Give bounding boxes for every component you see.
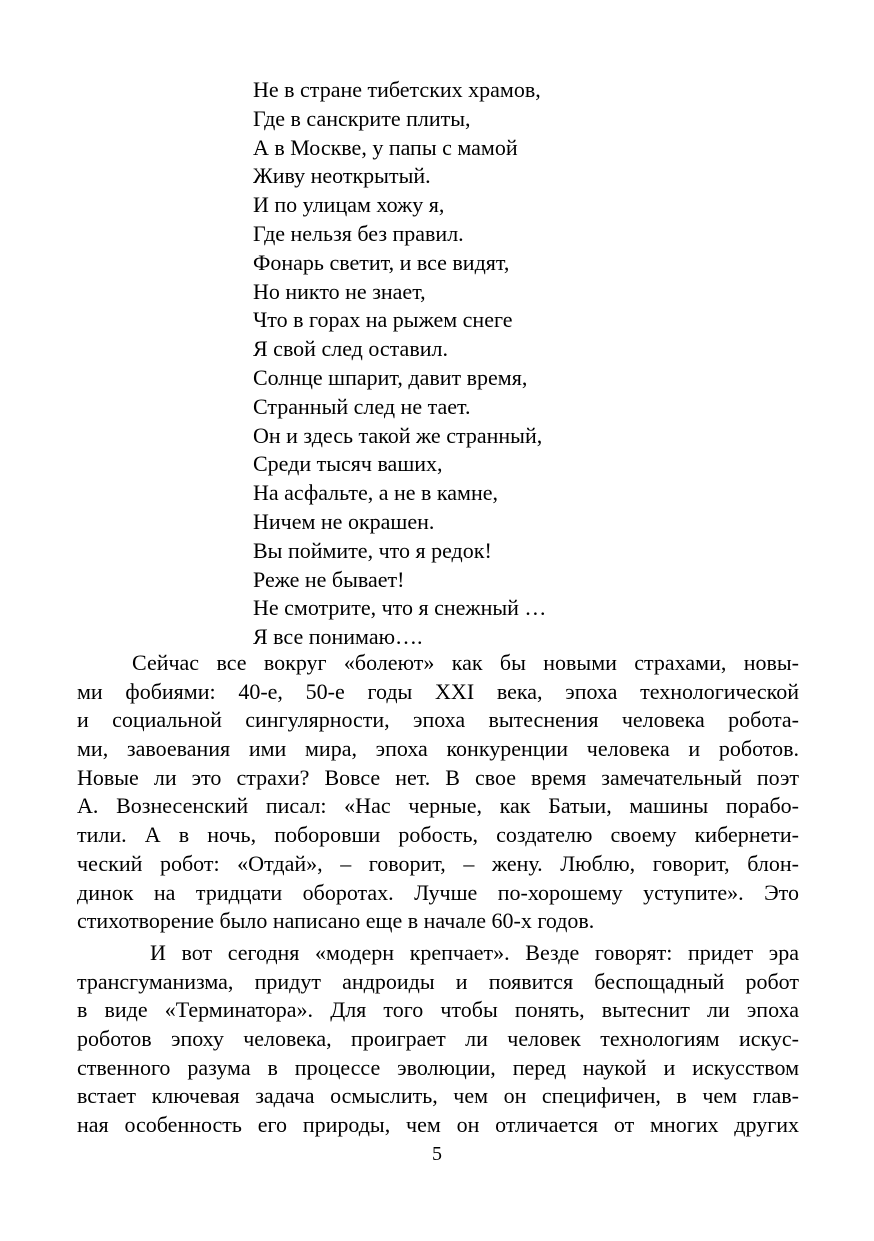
poem-line: Где нельзя без правил. [253, 220, 464, 246]
poem-line: И по улицам хожу я, [253, 192, 445, 218]
poem-line: Он и здесь такой же странный, [253, 422, 543, 448]
poem-line: Ничем не окрашен. [253, 508, 435, 534]
poem [253, 76, 546, 652]
poem-line: На асфальте, а не в камне, [253, 480, 498, 506]
paragraph-line: Сейчас все вокруг «болеют» как бы новыми страхами, новы- [132, 650, 799, 675]
paragraph-line: стихотворение было написано еще в начале 60-х годов. [77, 908, 595, 934]
paragraph-line: ственного разума в процессе эволюции, перед наукой и искусством [77, 1054, 799, 1080]
poem-line: Живу неоткрытый. [253, 163, 431, 189]
paragraph-line: И вот сегодня «модерн крепчает». Везде говорят: придет эра [150, 940, 799, 965]
paragraph-line: динок на тридцати оборотах. Лучше по-хорошему уступите». Это [77, 879, 799, 905]
paragraph-2 [77, 939, 799, 1140]
paragraph-line: трансгуманизма, придут андроиды и появится беспощадный робот [77, 968, 799, 994]
poem-line: Я свой след оставил. [253, 336, 448, 362]
poem-line: Не в стране тибетских храмов, [253, 77, 541, 102]
paragraph-line: ми, завоевания ими мира, эпоха конкуренции человека и роботов. [77, 736, 799, 762]
paragraph-line: ми фобиями: 40-е, 50-е годы XXI века, эпоха технологической [77, 678, 799, 704]
poem-line: А в Москве, у папы с мамой [253, 134, 518, 160]
paragraph-line: и социальной сингулярности, эпоха вытеснения человека робота- [77, 707, 799, 733]
paragraph-line: ная особенность его природы, чем он отличается от многих других [77, 1112, 799, 1138]
paragraph-1 [77, 649, 799, 936]
paragraph-line: роботов эпоху человека, проиграет ли человек технологиям искус- [77, 1026, 799, 1052]
poem-line: Не смотрите, что я снежный … [253, 595, 547, 621]
poem-line: Где в санскрите плиты, [253, 105, 471, 131]
poem-line: Солнце шпарит, давит время, [253, 364, 528, 390]
poem-line: Среди тысяч ваших, [253, 451, 443, 477]
paragraph-line: в виде «Терминатора». Для того чтобы понять, вытеснит ли эпоха [77, 997, 799, 1023]
poem-line: Фонарь светит, и все видят, [253, 249, 510, 275]
paragraph-line: А. Вознесенский писал: «Нас черные, как Батыи, машины порабо- [77, 793, 799, 819]
paragraph-line: встает ключевая задача осмыслить, чем он специфичен, в чем глав- [77, 1083, 799, 1109]
poem-line: Вы поймите, что я редок! [253, 537, 492, 563]
poem-line: Что в горах на рыжем снеге [253, 307, 513, 333]
poem-line: Я все понимаю…. [253, 624, 423, 650]
poem-line: Реже не бывает! [253, 566, 405, 592]
poem-line: Но никто не знает, [253, 278, 426, 304]
paragraph-line: Новые ли это страхи? Вовсе нет. В свое время замечательный поэт [77, 764, 799, 790]
paragraph-line: тили. А в ночь, поборовши робость, создателю своему кибернети- [77, 822, 799, 848]
page-number: 5 [432, 1143, 442, 1165]
paragraph-line: ческий робот: «Отдай», – говорит, – жену. Люблю, говорит, блон- [77, 850, 799, 876]
poem-line: Странный след не тает. [253, 393, 471, 419]
